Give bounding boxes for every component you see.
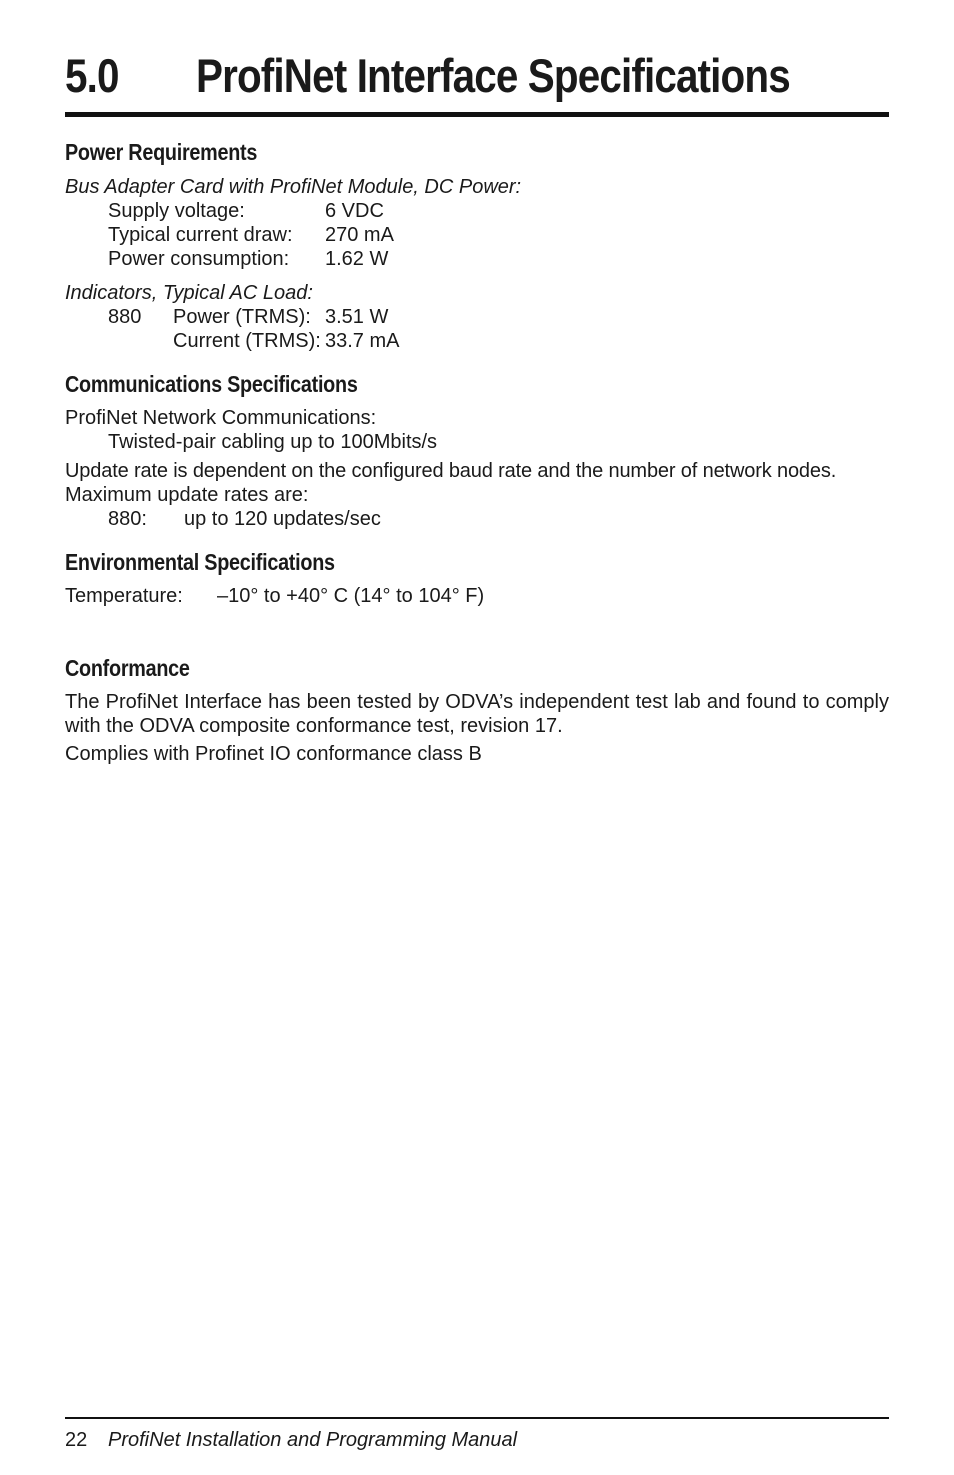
page-title: ProfiNet Interface Specifications — [196, 49, 790, 102]
temperature-label: Temperature: — [65, 585, 183, 607]
manual-title: ProfiNet Installation and Programming Manual — [108, 1429, 518, 1451]
supply-voltage-value: 6 VDC — [325, 200, 384, 222]
bus-adapter-heading: Bus Adapter Card with ProfiNet Module, DC Power: — [65, 176, 522, 198]
indicator-power-label: Power (TRMS): — [173, 306, 311, 328]
section-heading-power: Power Requirements — [65, 139, 258, 165]
indicator-current-value: 33.7 mA — [325, 330, 400, 352]
power-consumption-label: Power consumption: — [108, 248, 290, 270]
section-heading-conformance: Conformance — [65, 655, 190, 681]
network-comms-detail: Twisted-pair cabling up to 100Mbits/s — [108, 431, 438, 453]
indicator-current-label: Current (TRMS): — [173, 330, 321, 352]
max-update-text: Maximum update rates are: — [65, 484, 309, 506]
title-divider — [65, 112, 889, 117]
current-draw-value: 270 mA — [325, 224, 394, 246]
section-heading-communications: Communications Specifications — [65, 371, 358, 397]
conformance-paragraph: The ProfiNet Interface has been tested by ODVA’s independent test lab and found to comply with the ODVA composite conformance test, revision 17. — [65, 691, 889, 737]
indicator-power-value: 3.51 W — [325, 306, 389, 328]
indicators-heading: Indicators, Typical AC Load: — [65, 282, 313, 304]
current-draw-label: Typical current draw: — [108, 224, 293, 246]
rate-model: 880: — [108, 508, 147, 530]
rate-value: up to 120 updates/sec — [184, 508, 381, 530]
temperature-value: –10° to +40° C (14° to 104° F) — [217, 585, 485, 607]
conformance-class-text: Complies with Profinet IO conformance class B — [65, 743, 482, 765]
chapter-number: 5.0 — [65, 49, 119, 102]
footer-divider — [65, 1417, 889, 1419]
update-rate-text: Update rate is dependent on the configured baud rate and the number of network nodes. — [65, 460, 837, 482]
page-number: 22 — [65, 1429, 88, 1451]
supply-voltage-label: Supply voltage: — [108, 200, 245, 222]
power-consumption-value: 1.62 W — [325, 248, 389, 270]
network-comms-label: ProfiNet Network Communications: — [65, 407, 377, 429]
section-heading-environmental: Environmental Specifications — [65, 549, 335, 575]
indicator-model: 880 — [108, 306, 142, 328]
